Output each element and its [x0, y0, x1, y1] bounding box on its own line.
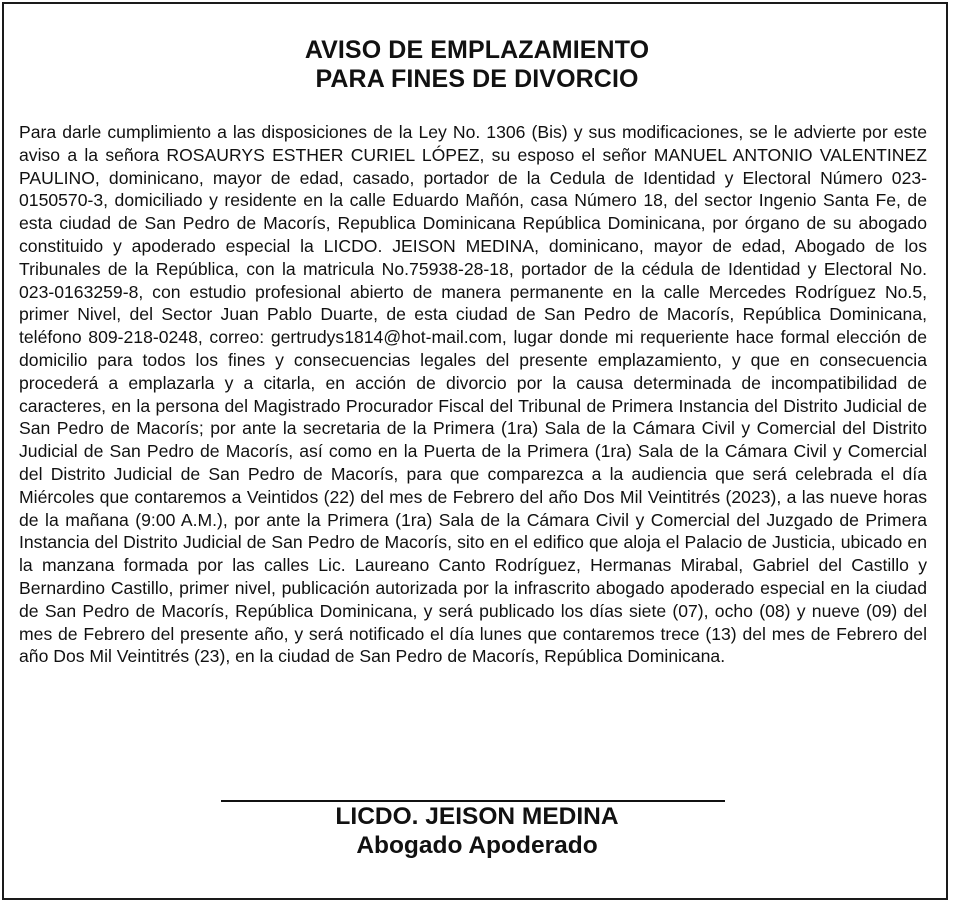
- notice-body: Para darle cumplimiento a las disposiciones de la Ley No. 1306 (Bis) y sus modificaciones, se le advierte por este aviso a la señora ROSAURYS ESTHER CURIEL LÓPEZ, su esposo el señor MANUEL ANTONIO VALENTINEZ PAULINO, dominicano, mayor de edad, casado, portador de la Cedula de Identidad y Electoral Número 023-0150570-3, domiciliado y residente en la calle Eduardo Mañón, casa Número 18, del sector Ingenio Santa Fe, de esta ciudad de San Pedro de Macorís, Republica Dominicana República Dominicana, por órgano de su abogado constituido y apoderado especial la LICDO. JEISON MEDINA, dominicano, mayor de edad, Abogado de los Tribunales de la República, con la matricula No.75938-28-18, portador de la cédula de Identidad y Electoral No. 023-0163259-8, con estudio profesional abierto de manera permanente en la calle Mercedes Rodríguez No.5, primer Nivel, del Sector Juan Pablo Duarte, de esta ciudad de San Pedro de Macorís, República Dominicana, teléfono 809-218-0248, correo: gertrudys1814@hot-mail.com, lugar donde mi requeriente hace formal elección de domicilio para todos los fines y consecuencias legales del presente emplazamiento, y que en consecuencia procederá a emplazarla y a citarla, en acción de divorcio por la causa determinada de incompatibilidad de caracteres, en la persona del Magistrado Procurador Fiscal del Tribunal de Primera Instancia del Distrito Judicial de San Pedro de Macorís; por ante la secretaria de la Primera (1ra) Sala de la Cámara Civil y Comercial del Distrito Judicial de San Pedro de Macorís, así como en la Puerta de la Primera (1ra) Sala de la Cámara Civil y Comercial del Distrito Judicial de San Pedro de Macorís, para que comparezca a la audiencia que será celebrada el día Miércoles que contaremos a Veintidos (22) del mes de Febrero del año Dos Mil Veintitrés (2023), a las nueve horas de la mañana (9:00 A.M.), por ante la Primera (1ra) Sala de la Cámara Civil y Comercial del Juzgado de Primera Instancia del Distrito Judicial de San Pedro de Macorís, sito en el edifico que aloja el Palacio de Justicia, ubicado en la manzana formada por las calles Lic. Laureano Canto Rodríguez, Hermanas Mirabal, Gabriel del Castillo y Bernardino Castillo, primer nivel, publicación autorizada por la infrascrito abogado apoderado especial en la ciudad de San Pedro de Macorís, República Dominicana, y será publicado los días siete (07), ocho (08) y nueve (09) del mes de Febrero del presente año, y será notificado el día lunes que contaremos trece (13) del mes de Febrero del año Dos Mil Veintitrés (23), en la ciudad de San Pedro de Macorís, República Dominicana.: [19, 122, 927, 667]
- notice-title: [0, 36, 954, 94]
- title-line-2: PARA FINES DE DIVORCIO: [315, 65, 639, 93]
- signature-name: LICDO. JEISON MEDINA: [335, 803, 619, 830]
- title-line-1: AVISO DE EMPLAZAMIENTO: [304, 36, 650, 64]
- signature-block: [0, 802, 954, 860]
- signature-role: Abogado Apoderado: [356, 832, 598, 859]
